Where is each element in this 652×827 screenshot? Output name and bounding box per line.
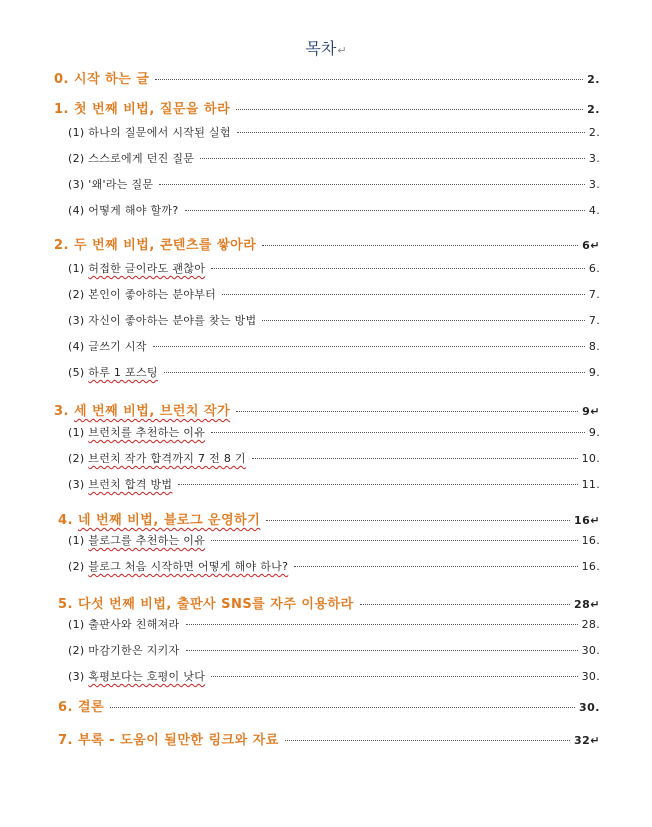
entry-label: 허접한 글이라도 괜찮아 xyxy=(88,262,206,275)
entry-label: 하나의 질문에서 시작된 실험 xyxy=(88,126,231,139)
dot-leader xyxy=(211,676,577,677)
entry-number: (3) xyxy=(68,670,85,683)
entry-label: 본인이 좋아하는 분야부터 xyxy=(88,288,217,301)
entry-label: 브런치를 추천하는 이유 xyxy=(88,426,206,439)
dot-leader xyxy=(262,320,584,321)
dot-leader xyxy=(155,79,583,80)
entry-text xyxy=(68,424,205,440)
entry-text xyxy=(68,668,205,684)
toc-subentry[interactable] xyxy=(68,312,600,328)
toc-heading[interactable] xyxy=(58,593,600,612)
entry-label: '왜'라는 질문 xyxy=(88,178,154,191)
toc-subentry[interactable] xyxy=(68,532,600,548)
entry-label: 스스로에게 던진 질문 xyxy=(88,152,195,165)
toc-subentry[interactable] xyxy=(68,424,600,440)
page-number: 6. xyxy=(588,262,600,275)
entry-label: 블로그를 추천하는 이유 xyxy=(88,534,206,547)
page-number: 11. xyxy=(581,478,600,491)
paragraph-mark-icon: ↵ xyxy=(337,44,347,57)
toc-subentry[interactable] xyxy=(68,616,600,632)
entry-number: 7. xyxy=(58,733,73,748)
entry-number: (2) xyxy=(68,452,85,465)
dot-leader xyxy=(262,245,578,246)
toc-heading[interactable] xyxy=(54,68,600,87)
toc-subentry[interactable] xyxy=(68,668,600,684)
entry-number: (4) xyxy=(68,340,85,353)
dot-leader xyxy=(360,604,570,605)
toc-heading[interactable] xyxy=(58,696,600,715)
entry-number: 5. xyxy=(58,597,73,612)
entry-number: (3) xyxy=(68,314,85,327)
entry-number: (1) xyxy=(68,534,85,547)
dot-leader xyxy=(222,294,585,295)
page-number: 16↵ xyxy=(573,514,600,527)
entry-text xyxy=(68,150,194,166)
toc-heading[interactable] xyxy=(54,400,600,419)
entry-label: 브런치 합격 방법 xyxy=(88,478,173,491)
entry-number: (1) xyxy=(68,618,85,631)
page-number: 3. xyxy=(588,178,600,191)
dot-leader xyxy=(186,624,578,625)
entry-text xyxy=(54,234,256,253)
dot-leader xyxy=(185,210,585,211)
page-number: 9. xyxy=(588,426,600,439)
page-number: 3. xyxy=(588,152,600,165)
entry-number: 3. xyxy=(54,404,69,419)
page-number: 16. xyxy=(581,534,600,547)
toc-subentry[interactable] xyxy=(68,124,600,140)
entry-number: (2) xyxy=(68,560,85,573)
toc-heading[interactable] xyxy=(54,234,600,253)
entry-text xyxy=(58,729,279,748)
dot-leader xyxy=(200,158,585,159)
toc-title-text: 목차 xyxy=(305,39,337,58)
entry-label: 자신이 좋아하는 분야를 찾는 방법 xyxy=(88,314,257,327)
entry-label: 브런치 작가 합격까지 7 전 8 기 xyxy=(88,452,246,465)
dot-leader xyxy=(178,484,577,485)
entry-text xyxy=(68,312,256,328)
page-number: 30. xyxy=(579,701,600,714)
entry-text xyxy=(68,450,246,466)
entry-number: (1) xyxy=(68,262,85,275)
page-number: 8. xyxy=(588,340,600,353)
entry-label: 두 번째 비법, 콘텐츠를 쌓아라 xyxy=(74,238,257,253)
toc-heading[interactable] xyxy=(58,509,600,528)
toc-heading[interactable] xyxy=(54,98,600,117)
dot-leader xyxy=(236,109,583,110)
entry-label: 첫 번째 비법, 질문을 하라 xyxy=(74,102,231,117)
dot-leader xyxy=(294,566,577,567)
entry-number: (4) xyxy=(68,204,85,217)
entry-number: (2) xyxy=(68,152,85,165)
entry-label: 시작 하는 글 xyxy=(74,72,150,87)
entry-label: 세 번째 비법, 브런치 작가 xyxy=(74,404,231,419)
dot-leader xyxy=(153,346,585,347)
entry-text xyxy=(68,642,180,658)
toc-subentry[interactable] xyxy=(68,642,600,658)
page-number: 9↵ xyxy=(582,405,600,418)
entry-label: 마감기한은 지키자 xyxy=(88,644,180,657)
entry-label: 블로그 처음 시작하면 어떻게 해야 하나? xyxy=(88,560,289,573)
dot-leader xyxy=(211,268,585,269)
toc-subentry[interactable] xyxy=(68,260,600,276)
toc-heading[interactable] xyxy=(58,729,600,748)
entry-number: 6. xyxy=(58,700,73,715)
toc-subentry[interactable] xyxy=(68,338,600,354)
entry-number: 0. xyxy=(54,72,69,87)
entry-text xyxy=(68,338,147,354)
entry-label: 네 번째 비법, 블로그 운영하기 xyxy=(78,513,261,528)
entry-label: 혹평보다는 호평이 낫다 xyxy=(88,670,206,683)
entry-text xyxy=(68,286,216,302)
entry-text xyxy=(54,68,149,87)
page-number: 7. xyxy=(588,288,600,301)
dot-leader xyxy=(252,458,578,459)
dot-leader xyxy=(237,132,585,133)
toc-subentry[interactable] xyxy=(68,286,600,302)
dot-leader xyxy=(236,411,578,412)
entry-text xyxy=(68,364,158,380)
page-number: 6↵ xyxy=(582,239,600,252)
page-number: 9. xyxy=(588,366,600,379)
page-number: 32↵ xyxy=(573,734,600,747)
page-number: 28. xyxy=(581,618,600,631)
entry-text xyxy=(68,532,205,548)
entry-number: (2) xyxy=(68,644,85,657)
entry-text xyxy=(68,202,179,218)
dot-leader xyxy=(110,707,575,708)
toc-subentry[interactable] xyxy=(68,176,600,192)
entry-text xyxy=(68,616,180,632)
entry-text xyxy=(68,176,153,192)
entry-label: 부록 - 도움이 될만한 링크와 자료 xyxy=(78,733,279,748)
page-number: 28↵ xyxy=(573,598,600,611)
entry-text xyxy=(68,124,231,140)
entry-label: 출판사와 친해져라 xyxy=(88,618,180,631)
entry-text xyxy=(58,593,354,612)
page-number: 30. xyxy=(581,644,600,657)
page-number: 2. xyxy=(587,103,600,116)
entry-label: 어떻게 해야 할까? xyxy=(88,204,179,217)
page-number: 7. xyxy=(588,314,600,327)
toc-subentry[interactable] xyxy=(68,476,600,492)
dot-leader xyxy=(159,184,585,185)
entry-number: (1) xyxy=(68,126,85,139)
dot-leader xyxy=(186,650,578,651)
page-number: 2. xyxy=(587,73,600,86)
entry-number: (1) xyxy=(68,426,85,439)
toc-subentry[interactable] xyxy=(68,202,600,218)
dot-leader xyxy=(266,520,570,521)
entry-number: (3) xyxy=(68,178,85,191)
page-number: 16. xyxy=(581,560,600,573)
entry-text xyxy=(68,558,288,574)
entry-label: 글쓰기 시작 xyxy=(88,340,147,353)
dot-leader xyxy=(211,540,577,541)
entry-text xyxy=(58,509,260,528)
toc-subentry[interactable] xyxy=(68,450,600,466)
entry-text xyxy=(68,476,172,492)
entry-text xyxy=(58,696,104,715)
entry-number: (2) xyxy=(68,288,85,301)
dot-leader xyxy=(164,372,585,373)
entry-number: 4. xyxy=(58,513,73,528)
page-number: 30. xyxy=(581,670,600,683)
entry-text xyxy=(54,400,230,419)
toc-title xyxy=(0,36,652,59)
toc-subentry[interactable] xyxy=(68,364,600,380)
entry-label: 하루 1 포스팅 xyxy=(88,366,158,379)
entry-number: (3) xyxy=(68,478,85,491)
entry-text xyxy=(68,260,205,276)
page-number: 4. xyxy=(588,204,600,217)
entry-label: 결론 xyxy=(78,700,105,715)
entry-number: 2. xyxy=(54,238,69,253)
toc-subentry[interactable] xyxy=(68,558,600,574)
entry-number: 1. xyxy=(54,102,69,117)
entry-label: 다섯 번째 비법, 출판사 SNS를 자주 이용하라 xyxy=(78,597,354,612)
page-number: 10. xyxy=(581,452,600,465)
entry-text xyxy=(54,98,230,117)
entry-number: (5) xyxy=(68,366,85,379)
dot-leader xyxy=(285,740,570,741)
dot-leader xyxy=(211,432,585,433)
toc-subentry[interactable] xyxy=(68,150,600,166)
page-number: 2. xyxy=(588,126,600,139)
